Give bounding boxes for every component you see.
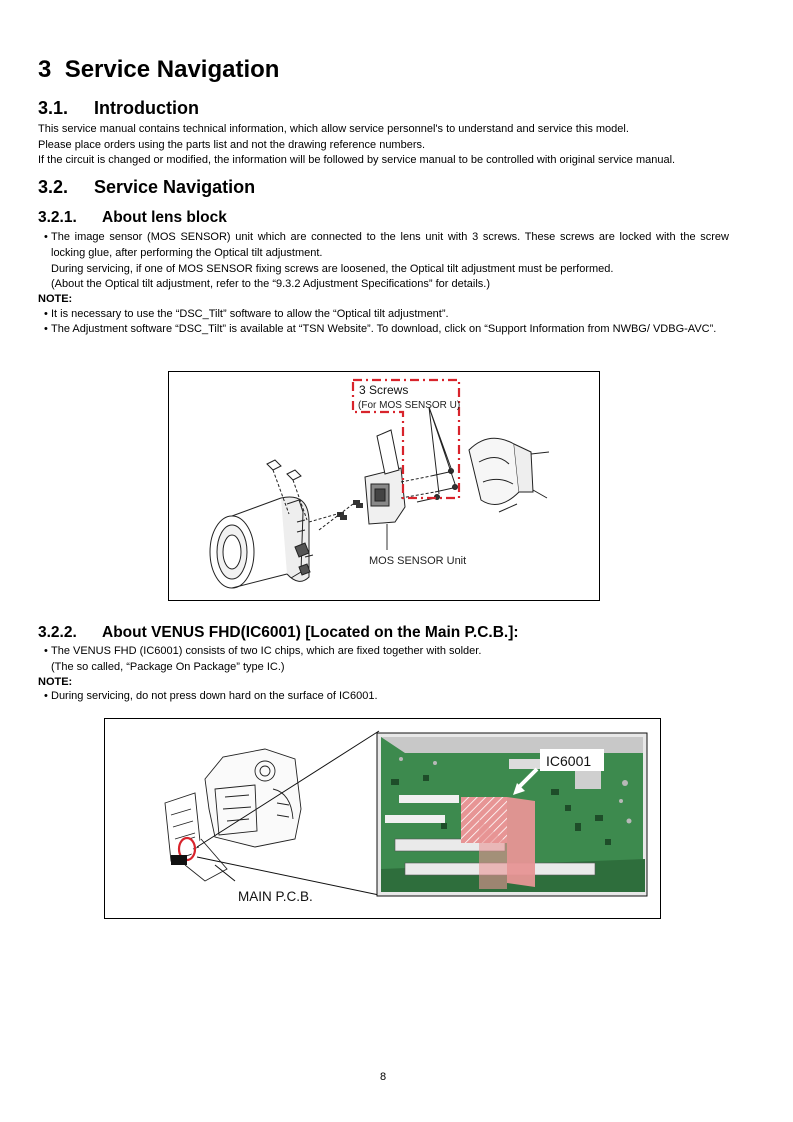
sensor-flex-cable <box>377 430 399 474</box>
callout-label-sensor: (For MOS SENSOR U) <box>358 400 461 411</box>
section-title: Introduction <box>94 98 199 118</box>
bullet-dot: • <box>44 690 48 702</box>
venus-bullet <box>44 644 729 660</box>
lens-line-3: (About the Optical tilt adjustment, refer to the “9.3.2 Adjustment Specifications” for details.) <box>51 278 490 290</box>
venus-line-2: (The so called, “Package On Package” type IC.) <box>51 660 285 673</box>
lens-note-2 <box>44 322 729 338</box>
ic6001-chip-side <box>507 797 535 887</box>
section-nav-heading <box>38 177 255 198</box>
section-title: About VENUS FHD(IC6001) [Located on the Main P.C.B.]: <box>102 624 519 641</box>
washer-icon <box>267 460 281 470</box>
venus-note-1 <box>44 689 729 705</box>
page-title <box>38 56 279 84</box>
section-number: 3.2. <box>38 177 69 197</box>
ic-marker-block <box>171 855 187 865</box>
section-title: About lens block <box>102 209 227 226</box>
lens-note-1 <box>44 307 729 323</box>
bullet-dot: • <box>44 323 48 335</box>
callout-label-screws: 3 Screws <box>359 383 409 397</box>
title-text: Service Navigation <box>64 56 280 83</box>
ic6001-label: IC6001 <box>546 753 592 769</box>
washer-icon <box>287 470 301 480</box>
venus-note-label: NOTE: <box>38 675 73 688</box>
main-pcb-figure <box>104 718 661 919</box>
section-number: 3.2.2. <box>38 624 77 641</box>
lens-note-1-text: It is necessary to use the “DSC_Tilt” software to allow the “Optical tilt adjustment”. <box>51 307 449 320</box>
bullet-dot: • <box>44 645 48 657</box>
lens-line-2: During servicing, if one of MOS SENSOR fixing screws are loosened, the Optical tilt adjustment must be performed. <box>51 262 614 275</box>
title-number: 3 <box>38 56 52 83</box>
intro-line-2: Please place orders using the parts list and not the drawing reference numbers. <box>38 138 426 151</box>
section-number: 3.2.1. <box>38 209 77 226</box>
section-number: 3.1. <box>38 98 69 118</box>
venus-heading <box>38 624 519 642</box>
lens-block-drawing <box>169 372 599 600</box>
venus-note-1-text: During servicing, do not press down hard on the surface of IC6001. <box>51 690 378 702</box>
section-title: Service Navigation <box>94 177 256 197</box>
intro-line-1: This service manual contains technical information, which allow service personnel's to understand and service this model. <box>38 123 629 135</box>
spring-icons <box>337 500 363 520</box>
intro-line-3: If the circuit is changed or modified, the information will be followed by service manual to be controlled with original service manual. <box>38 154 676 166</box>
page-number: 8 <box>380 1071 387 1083</box>
lens-bullet <box>44 230 729 261</box>
section-intro-heading <box>38 98 199 119</box>
main-pcb-label: MAIN P.C.B. <box>238 889 313 904</box>
bullet-dot: • <box>44 231 48 243</box>
lens-note-2-text: The Adjustment software “DSC_Tilt” is available at “TSN Website”. To download, click on “Support Information from NWBG/ VDBG-AVC”. <box>51 323 717 335</box>
bullet-dot: • <box>44 307 48 320</box>
lens-block-figure <box>168 371 600 601</box>
lens-bullet-text: The image sensor (MOS SENSOR) unit which are connected to the lens unit with 3 screws. These screws are locked with the screw locking glue, after performing the Optical tilt adjustment. <box>51 231 729 259</box>
mos-sensor-unit-label: MOS SENSOR Unit <box>369 555 467 567</box>
main-pcb-drawing <box>105 719 660 918</box>
lens-note-label: NOTE: <box>38 293 73 305</box>
venus-bullet-text: The VENUS FHD (IC6001) consists of two IC chips, which are fixed together with solder. <box>51 645 482 657</box>
lens-heading <box>38 209 227 227</box>
sensor-cover <box>469 438 519 504</box>
